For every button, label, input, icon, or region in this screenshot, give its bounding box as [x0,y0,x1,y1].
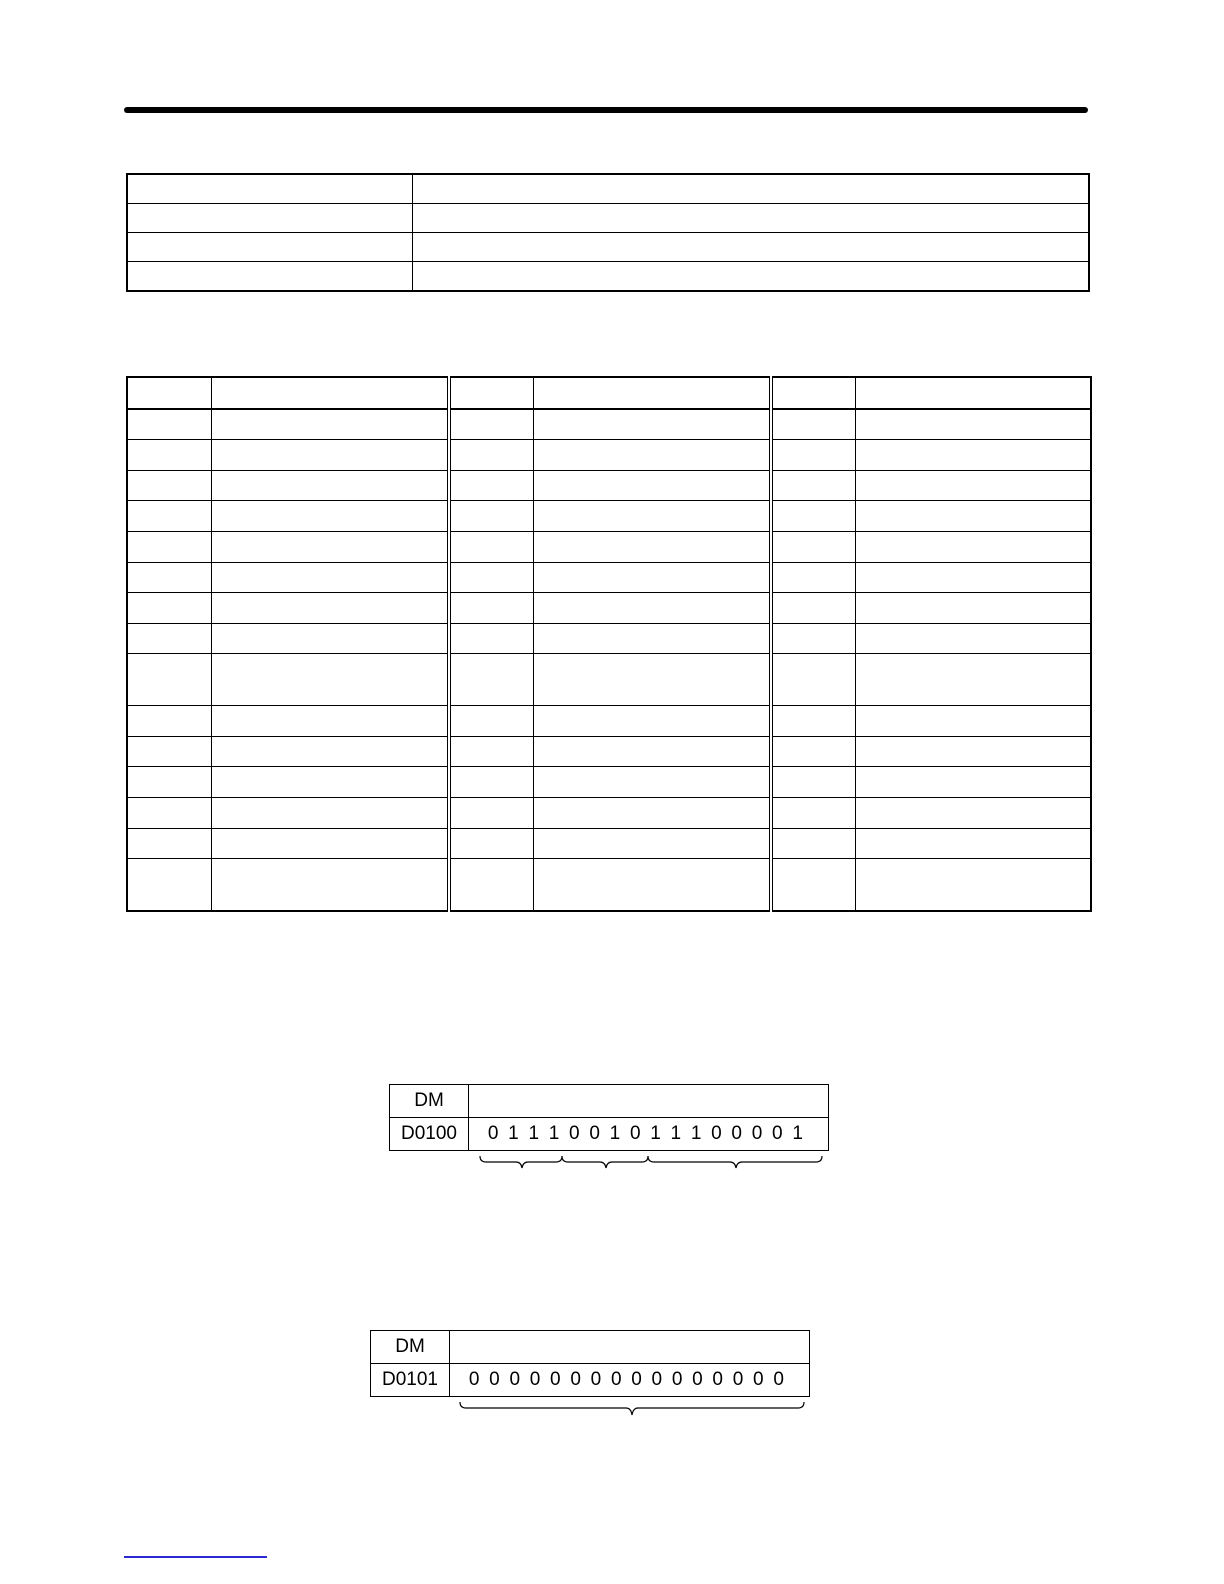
bit-group-brace [456,1400,808,1422]
bit: 0 [731,1123,742,1144]
table-row [127,736,1091,767]
bit-values [469,1118,829,1151]
bit: 0 [751,1123,763,1144]
bit: 0 [753,1369,764,1390]
dm-diagram-d0100 [389,1084,829,1151]
bit: 1 [528,1123,540,1144]
header-rule [124,107,1088,113]
dm-address: D0100 [390,1118,469,1151]
table-row [127,501,1091,532]
bit: 1 [650,1123,661,1144]
bit: 0 [692,1369,703,1390]
table-row [127,204,1089,233]
bit: 0 [589,1123,600,1144]
bit: 0 [773,1369,784,1390]
bit: 1 [508,1123,519,1144]
table-row [127,623,1091,654]
brace-all-bits [460,1402,804,1415]
brace-group-1 [480,1156,562,1168]
bit: 0 [711,1123,722,1144]
bit: 0 [570,1369,581,1390]
bit: 0 [550,1369,561,1390]
bit: 0 [629,1123,641,1144]
bit-group-braces [476,1154,828,1176]
bit: 0 [772,1123,783,1144]
bit: 1 [792,1123,803,1144]
table-header-row [127,377,1091,409]
bit: 1 [690,1123,702,1144]
table-row [127,532,1091,563]
dm-diagram-d0101 [370,1330,810,1397]
bit: 0 [590,1369,602,1390]
table-row [127,859,1091,911]
table-row [127,440,1091,471]
brace-group-3 [648,1156,822,1168]
dm-address: D0101 [371,1364,450,1397]
settings-table [126,173,1090,292]
table-row [127,797,1091,828]
dm-header-label: DM [371,1331,450,1364]
bit: 0 [569,1123,580,1144]
bit: 0 [468,1369,480,1390]
footer-link-underline[interactable] [124,1556,267,1558]
table-row [127,262,1089,292]
bit: 0 [631,1369,642,1390]
table-row [127,828,1091,859]
table-row [127,174,1089,204]
bit: 1 [670,1123,682,1144]
bit: 0 [732,1369,744,1390]
bit: 0 [610,1369,622,1390]
brace-group-2 [562,1156,648,1168]
table-row [127,654,1091,706]
bit: 0 [671,1369,683,1390]
table-row [127,767,1091,798]
table-row [127,409,1091,440]
bit: 0 [489,1369,500,1390]
table-row [127,562,1091,593]
bit: 0 [509,1369,521,1390]
code-table [126,376,1092,912]
table-row [127,233,1089,262]
bit-values [450,1364,810,1397]
bit: 0 [487,1123,499,1144]
bit: 1 [548,1123,560,1144]
bit: 0 [529,1369,541,1390]
dm-header-label: DM [390,1085,469,1118]
bit: 0 [651,1369,663,1390]
table-row [127,470,1091,501]
bit: 1 [609,1123,621,1144]
table-row [127,706,1091,737]
table-row [127,593,1091,624]
bit: 0 [712,1369,723,1390]
